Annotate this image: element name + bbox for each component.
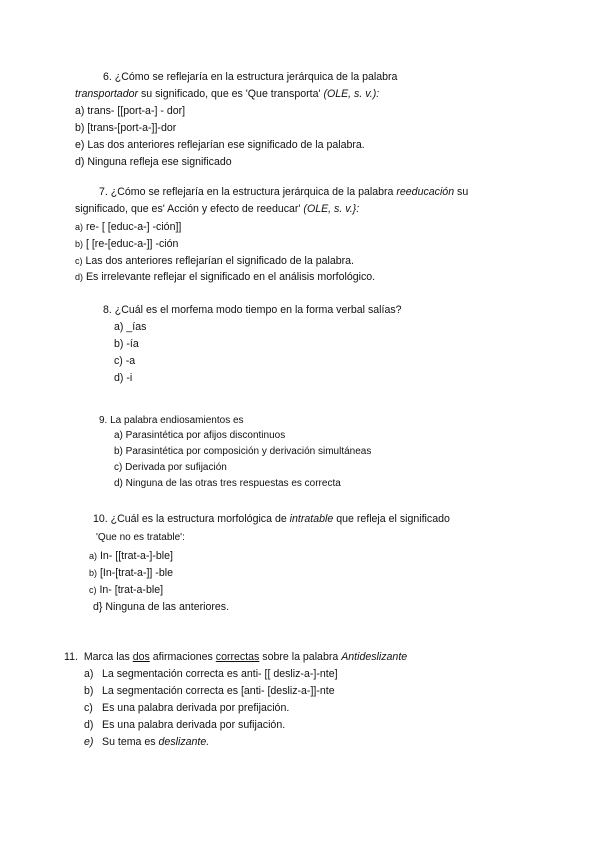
q7-line1: 7. ¿Cómo se reflejaría en la estructura jerárquica de la palabra reeducación su (99, 186, 469, 198)
q10-option-c[interactable]: c) In- [trat-a-ble] (89, 584, 164, 596)
q8-option-d[interactable]: d) -i (114, 372, 133, 384)
q10-option-a[interactable]: a) In- [[trat-a-]-ble] (89, 550, 173, 562)
q7-option-a[interactable]: a) re- [ [educ-a-] -ción]] (75, 221, 182, 233)
q11-option-b-text: La segmentación correcta es [anti- [desliz-a-]]-nte (102, 685, 335, 697)
q7-line2: significado, que es' Acción y efecto de reeducar' (OLE, s. v.}: (75, 203, 360, 215)
q7-source: (OLE, s. v.}: (300, 203, 360, 215)
q7-option-d[interactable]: d) Es irrelevante reflejar el significado en el análisis morfológico. (75, 271, 376, 283)
q9-option-b[interactable]: b) Parasintética por composición y derivación simultáneas (114, 446, 372, 457)
q6-line2: transportador su significado, que es 'Que transporta' (OLE, s. v.): (75, 88, 380, 100)
q11-e-term: deslizante. (158, 736, 210, 748)
q10-option-d[interactable]: d} Ninguna de las anteriores. (93, 601, 230, 613)
q10-option-b[interactable]: b) [In-[trat-a-]] -ble (89, 567, 173, 579)
q10-line1: 10. ¿Cuál es la estructura morfológica de intratable que refleja el significado (93, 513, 450, 525)
q6-term: transportador (75, 88, 139, 100)
q6-option-a[interactable]: a) trans- [[port-a-] - dor] (75, 105, 186, 117)
q6-option-b[interactable]: b) [trans-[port-a-]]-dor (75, 122, 177, 134)
q10-line2: 'Que no es tratable': (96, 532, 185, 543)
q6-option-d[interactable]: d) Ninguna refleja ese significado (75, 156, 232, 168)
q8-option-a[interactable]: a) _ías (114, 321, 147, 333)
q11-option-e[interactable]: e) (84, 736, 94, 748)
q11-option-d-text: Es una palabra derivada por sufijación. (102, 719, 286, 731)
q7-option-b[interactable]: b) [ [re-[educ-a-]] -ción (75, 238, 179, 250)
q11-option-b[interactable]: b) (84, 685, 94, 697)
q11-term: Antideslizante (341, 651, 408, 663)
q10-term: intratable (289, 513, 334, 525)
q11-option-c-text: Es una palabra derivada por prefijación. (102, 702, 290, 714)
q8-option-c[interactable]: c) -a (114, 355, 136, 367)
q9-question: 9. La palabra endiosamientos es (99, 415, 244, 426)
q9-option-c[interactable]: c) Derivada por sufijación (114, 462, 227, 473)
q9-option-a[interactable]: a) Parasintética por afijos discontinuos (114, 430, 286, 441)
q8-question: 8. ¿Cuál es el morfema modo tiempo en la forma verbal salías? (103, 304, 402, 316)
q6-source: (OLE, s. v.): (320, 88, 380, 100)
q6-option-c[interactable]: e) Las dos anteriores reflejarían ese significado de la palabra. (75, 139, 365, 151)
q7-term: reeducación (396, 186, 455, 198)
q7-option-c[interactable]: c) Las dos anteriores reflejarían el significado de la palabra. (75, 255, 354, 267)
q11-option-c[interactable]: c) (84, 702, 93, 714)
q11-question: 11. Marca las dos afirmaciones correctas sobre la palabra Antideslizante (64, 651, 408, 663)
q9-option-d[interactable]: d) Ninguna de las otras tres respuestas es correcta (114, 478, 341, 489)
q11-option-e-text: Su tema es deslizante. (102, 736, 210, 748)
q11-option-a-text: La segmentación correcta es anti- [[ desliz-a-]-nte] (102, 668, 338, 680)
q11-option-a[interactable]: a) (84, 668, 94, 680)
q8-option-b[interactable]: b) -ía (114, 338, 139, 350)
q6-line1: 6. ¿Cómo se reflejaría en la estructura jerárquica de la palabra (103, 71, 398, 83)
q11-option-d[interactable]: d) (84, 719, 94, 731)
